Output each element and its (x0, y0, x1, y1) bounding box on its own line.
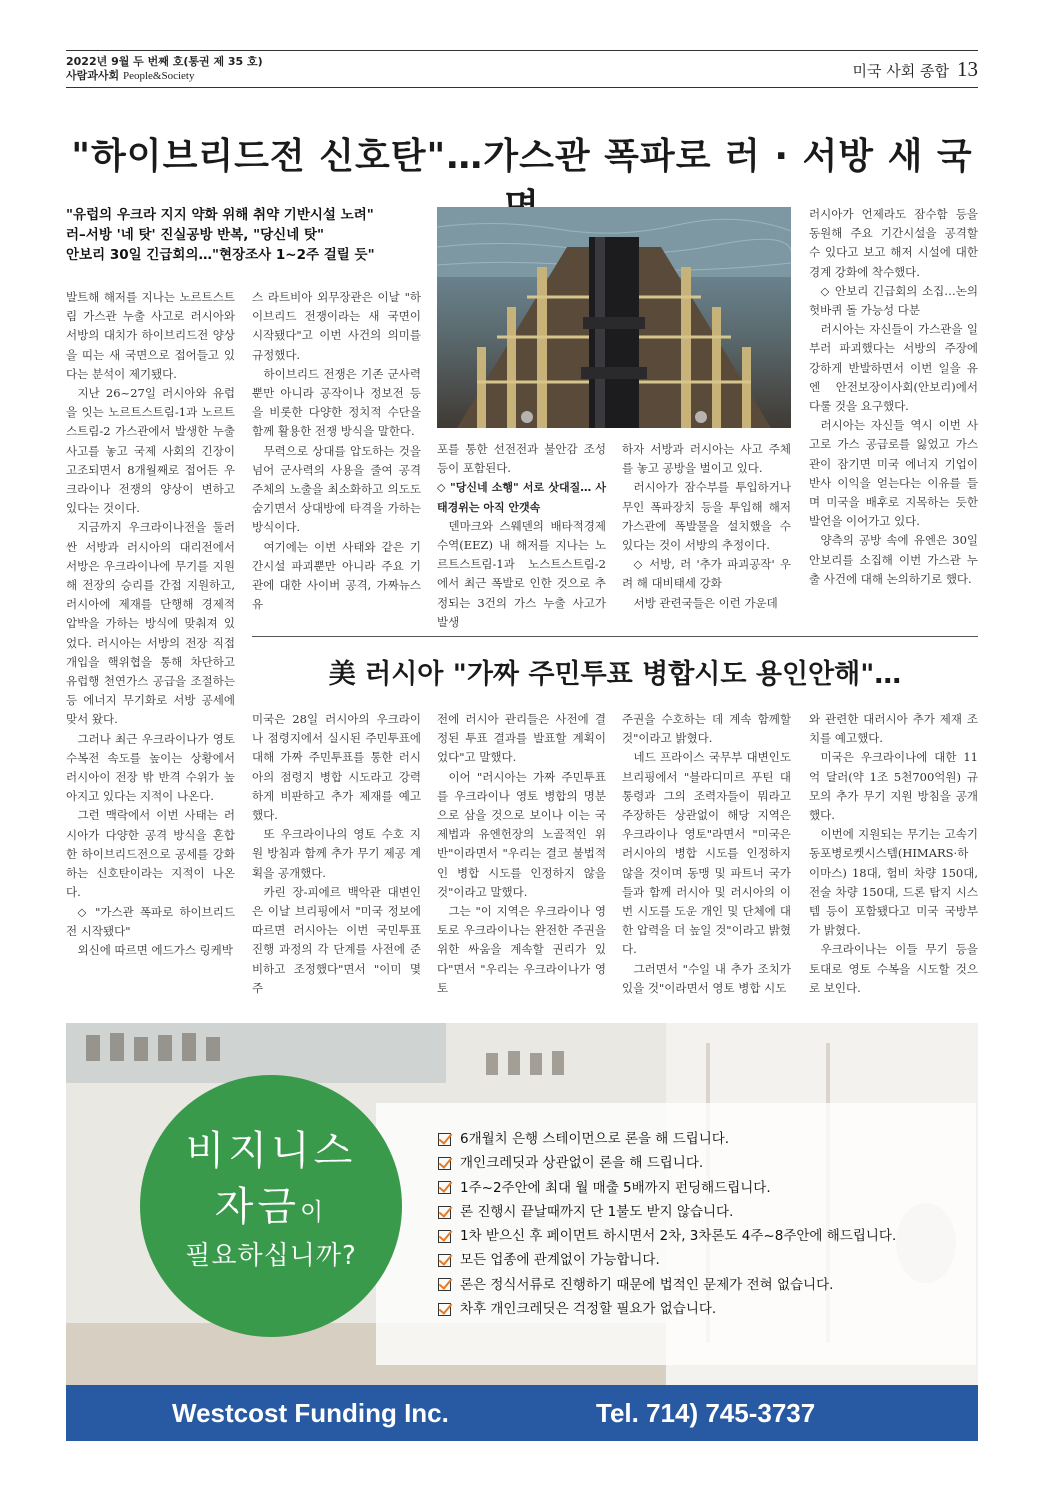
checkbox-icon (438, 1206, 451, 1219)
paragraph: 러시아가 잠수부를 투입하거나 무인 폭파장치 등을 투입해 해저 가스관에 폭발물을 설치했을 수 있다는 것이 서방의 추정이다. (622, 480, 791, 553)
ad-item-text: 1차 받으신 후 페이먼트 하시면서 2차, 3차론도 4주~8주안에 해드립니다. (460, 1228, 897, 1245)
paragraph: 그런 맥락에서 이번 사태는 러시아가 다양한 공격 방식을 혼합한 하이브리드전으로 공세를 강화하는 신호탄이라는 지적이 나온다. (66, 808, 235, 900)
list-item (438, 1273, 896, 1297)
checkbox-icon (438, 1254, 451, 1267)
paragraph: 그러나 최근 우크라이나가 영토 수복전 속도를 높이는 상황에서 러시아이 전장 밖 반격 수위가 높아지고 있다는 지적이 나온다. (66, 731, 235, 804)
phone-number: Tel. 714) 745-3737 (596, 1398, 816, 1428)
paragraph: 그러면서 "수일 내 추가 조치가 있을 것"이라면서 영토 병합 시도 (622, 961, 791, 995)
paragraph: 카린 장-피에르 백악관 대변인은 이날 브리핑에서 "미국 정보에 따르면 러시아는 이번 국민투표 진행 과정의 각 단계를 사전에 준비하고 조정했다"면서 "이미 몇 주 (252, 884, 421, 995)
ad-headline-circle (140, 1075, 402, 1337)
paragraph: 여기에는 이번 사태와 같은 기간시설 파괴뿐만 아니라 주요 기관에 대한 사이버 공격, 가짜뉴스 유 (252, 539, 421, 612)
paragraph: 러시아는 자신들 역시 이번 사고로 가스 공급로를 잃었고 가스관이 잠기면 미국 에너지 기업이 반사 이익을 얻는다는 이유를 들며 미국을 배후로 지목하는 듯한 발언을 이어가고 있다. (809, 418, 978, 529)
paragraph: 와 관련한 대러시아 추가 제재 조치를 예고했다. (809, 712, 978, 746)
paragraph: 하자 서방과 러시아는 사고 주체를 놓고 공방을 벌이고 있다. (622, 442, 791, 476)
article1-column-4 (622, 440, 791, 613)
paragraph: 하이브리드 전쟁은 기존 군사력뿐만 아니라 공작이나 정보전 등을 비롯한 다양한 정치적 수단을 함께 활용한 전쟁 방식을 말한다. (252, 366, 421, 439)
paragraph: 러시아가 언제라도 잠수함 등을 동원해 주요 기간시설을 공격할 수 있다고 보고 해저 시설에 대한 경계 강화에 착수했다. (809, 207, 978, 279)
article-divider (252, 636, 978, 637)
paragraph: 또 우크라이나의 영토 수호 지원 방침과 함께 추가 무기 제공 계획을 공개했다. (252, 827, 421, 880)
list-item (438, 1127, 896, 1151)
paragraph: 발트해 해저를 지나는 노르트스트림 가스관 누출 사고로 러시아와 서방의 대치가 하이브리드전 양상을 띠는 새 국면으로 접어들고 있다는 분석이 제기됐다. (66, 290, 235, 381)
article2-column-4 (809, 710, 978, 998)
paper-name-en: People&Society (122, 70, 195, 82)
paragraph: 그는 "이 지역은 우크라이나 영토로 우크라이나는 완전한 주권을 위한 싸움을 계속할 권리가 있다"면서 "우리는 우크라이나가 영토 (437, 904, 606, 995)
article1-column-5 (809, 205, 978, 589)
list-item (438, 1297, 896, 1321)
issue-info: 2022년 9월 두 번째 호(통권 제 35 호) (66, 55, 263, 68)
article2-column-3 (622, 710, 791, 998)
paragraph: 지난 26~27일 러시아와 유럽을 잇는 노르트스트림-1과 노르트스트림-2 가스관에서 발생한 누출 사고를 놓고 국제 사회의 긴장이 고조되면서 8개월째로 접어든 우크라이나 전쟁의 양상이 변하고 있다는 것이다. (66, 386, 235, 516)
list-item (438, 1151, 896, 1175)
ad-headline-line2-particle: 이 (300, 1198, 328, 1226)
section-name: 미국 사회 종합 (852, 62, 949, 80)
article1-column-2 (252, 288, 421, 614)
subhead: 러–서방 '네 탓' 진실공방 반복, "당신네 탓" (66, 227, 325, 243)
paragraph: 무력으로 상대를 압도하는 것을 넘어 군사력의 사용을 줄여 공격 주체의 노출을 최소화하고 의도도 숨기면서 상대방에 타격을 가하는 방식이다. (252, 443, 421, 535)
article1-column-1 (66, 288, 235, 960)
ad-item-text: 모든 업종에 관계없이 가능합니다. (460, 1252, 660, 1269)
list-item (438, 1224, 896, 1248)
paragraph: 주권을 수호하는 데 계속 함께할 것"이라고 밝혔다. (622, 712, 791, 746)
section-heading: ◇ "가스관 폭파로 하이브리드전 시작됐다" (66, 904, 235, 938)
section-heading: ◇ "당신네 소행" 서로 삿대질… 사태경위는 아직 안갯속 (437, 481, 606, 514)
paragraph: 이번에 지원되는 무기는 고속기동포병로켓시스템(HIMARS·하이마스) 18대, 험비 차량 150대, 전술 차량 150대, 드론 탐지 시스템 등이 포함됐다고 미국 국방부가 밝혔다. (809, 827, 978, 938)
ad-item-text: 론 진행시 끝날때까지 단 1불도 받지 않습니다. (460, 1203, 734, 1220)
list-item (438, 1176, 896, 1200)
article2-column-1 (252, 710, 421, 998)
article1-subheads (66, 205, 396, 265)
paragraph: 덴마크와 스웨덴의 배타적경제수역(EEZ) 내 해저를 지나는 노르트스트림-1과 노스트스트림-2에서 최근 폭발로 인한 것으로 추정되는 3건의 가스 누출 사고가 발생 (437, 518, 606, 629)
ad-headline-line2 (140, 1175, 402, 1232)
ad-benefit-list (438, 1127, 896, 1321)
paper-name (66, 69, 263, 83)
checkbox-icon (438, 1181, 451, 1194)
ad-item-text: 차후 개인크레딧은 걱정할 필요가 없습니다. (460, 1301, 717, 1318)
paragraph: 양측의 공방 속에 유엔은 30일 안보리를 소집해 이번 가스관 누출 사건에 대해 논의하기로 했다. (809, 533, 978, 586)
checkbox-icon (438, 1278, 451, 1291)
page-number: 13 (957, 57, 978, 81)
masthead-right (853, 57, 978, 82)
paper-name-kr: 사람과사회 (66, 69, 120, 82)
advertisement (66, 1023, 978, 1441)
section-heading: ◇ 서방, 러 '추가 파괴공작' 우려 해 대비태세 강화 (622, 557, 791, 591)
ad-headline-line2-main: 자금 (214, 1184, 301, 1230)
subhead: 안보리 30일 긴급회의…"현장조사 1~2주 걸릴 듯" (66, 247, 375, 263)
article1-column-3 (437, 440, 606, 632)
ad-item-text: 론은 정식서류로 진행하기 때문에 법적인 문제가 전혀 없습니다. (460, 1276, 834, 1293)
masthead (66, 50, 978, 88)
paragraph: 러시아는 자신들이 가스관을 일부러 파괴했다는 서방의 주장에 강하게 반발하면서 이번 일을 유엔 안전보장이사회(안보리)에서 다룰 것을 요구했다. (809, 322, 978, 414)
paragraph: 미국은 28일 러시아의 우크라이나 점령지에서 실시된 주민투표에 대해 가짜 주민투표를 통한 러시아의 점령지 병합 시도라고 강력하게 비판하고 추가 제재를 예고했다. (252, 712, 421, 823)
paragraph: 지금까지 우크라이나전을 둘러싼 서방과 러시아의 대리전에서 서방은 우크라이나에 무기를 지원해 전장의 승리를 간접 지원하고, 러시아에 제재를 단행해 경제적 압박을 가하는 방식에 맞춰져 있었다. 러시아는 서방의 전장 직접 개입을 핵위협을 통해 차단하고 유럽행 천연가스 공급을 조절하는 등 에너지 무기화로 서방 공세에 맞서 왔다. (66, 520, 235, 727)
checkbox-icon (438, 1230, 451, 1243)
article2-column-2 (437, 710, 606, 998)
ad-item-text: 6개월치 은행 스테이먼으로 론을 해 드립니다. (460, 1131, 730, 1147)
company-name: Westcost Funding Inc. (172, 1398, 449, 1428)
ad-headline-line1: 비지니스 (185, 1128, 357, 1174)
article2-headline: 美 러시아 "가짜 주민투표 병합시도 용인안해"… (328, 659, 902, 690)
paragraph: 미국은 우크라이나에 대한 11억 달러(약 1조 5천700억원) 규모의 추가 무기 지원 방침을 공개했다. (809, 750, 978, 823)
paragraph: 스 라트비아 외무장관은 이날 "하이브리드 전쟁이라는 새 국면이 시작됐다"고 이번 사건의 의미를 규정했다. (252, 290, 421, 362)
paragraph: 외신에 따르면 에드가스 링케박 (77, 942, 233, 957)
ad-contact-bar (66, 1385, 978, 1441)
paragraph: 네드 프라이스 국무부 대변인도 브리핑에서 "블라디미르 푸틴 대통령과 그의 조력자들이 뭐라고 주장하든 상관없이 해당 지역은 우크라이나 영토"라면서 "미국은 러시아의 병합 시도를 인정하지 않을 것이며 동맹 및 파트너 국가들과 함께 러시아 및 러시아의 이번 시도를 도운 개인 및 단체에 대한 압력을 더 높일 것"이라고 밝혔다. (622, 750, 791, 957)
paragraph: 이어 "러시아는 가짜 주민투표를 우크라이나 영토 병합의 명분으로 삼을 것으로 보이나 이는 국제법과 유엔헌장의 노골적인 위반"이라면서 "우리는 결코 불법적인 병합 시도를 인정하지 않을 것"이라고 말했다. (437, 769, 606, 899)
paragraph: 서방 관련국들은 이런 가운데 (633, 595, 778, 610)
paragraph: 포를 통한 선전전과 불안감 조성 등이 포함된다. (437, 442, 606, 476)
pipeline-photo (437, 207, 791, 428)
article1-headline: "하이브리드전 신호탄"…가스관 폭파로 러 · 서방 새 국 (71, 136, 973, 177)
subhead: "유럽의 우크라 지지 약화 위해 취약 기반시설 노려" (66, 207, 374, 223)
ad-item-text: 개인크레딧과 상관없이 론을 해 드립니다. (460, 1155, 704, 1172)
list-item (438, 1248, 896, 1272)
ad-item-text: 1주~2주안에 최대 월 매출 5배까지 펀딩해드립니다. (460, 1179, 771, 1196)
masthead-left (66, 55, 263, 83)
paragraph: 우크라이나는 이들 무기 등을 토대로 영토 수복을 시도할 것으로 보인다. (809, 942, 978, 995)
section-heading: ◇ 안보리 긴급회의 소집…논의 헛바퀴 돌 가능성 다분 (809, 283, 978, 318)
ad-headline-line3: 필요하십니까? (185, 1241, 357, 1271)
checkbox-icon (438, 1157, 451, 1170)
checkbox-icon (438, 1303, 451, 1316)
checkbox-icon (438, 1133, 451, 1146)
paragraph: 전에 러시아 관리들은 사전에 결정된 투표 결과를 발표할 계획이었다"고 말했다. (437, 712, 606, 765)
list-item (438, 1200, 896, 1224)
